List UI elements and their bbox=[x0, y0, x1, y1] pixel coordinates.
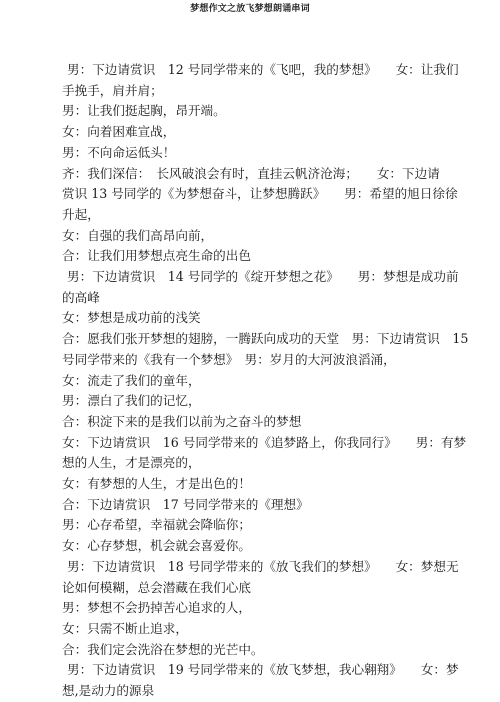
text-line: 合：让我们用梦想点亮生命的出色 bbox=[62, 248, 251, 264]
text-line: 女：下边请赏识 16 号同学带来的《追梦路上，你我同行》 男：有梦 bbox=[62, 434, 467, 450]
text-line: 女：自强的我们高昂向前， bbox=[62, 227, 214, 243]
text-line: 齐：我们深信： 长风破浪会有时，直挂云帆济沧海； 女：下边请 bbox=[62, 165, 440, 181]
text-line: 男：下边请赏识 14 号同学的《绽开梦想之花》 男：梦想是成功前 bbox=[67, 269, 459, 285]
text-line: 合：我们定会洗浴在梦想的光芒中。 bbox=[62, 641, 264, 657]
text-line: 男：下边请赏识 19 号同学带来的《放飞梦想，我心翱翔》 女：梦 bbox=[67, 662, 459, 678]
text-line: 女：梦想是成功前的浅笑 bbox=[62, 310, 201, 326]
text-line: 女：有梦想的人生，才是出色的！ bbox=[62, 476, 251, 492]
text-line: 赏识 13 号同学的《为梦想奋斗，让梦想腾跃》 男：希望的旭日徐徐 bbox=[62, 186, 458, 202]
text-line: 升起， bbox=[62, 206, 100, 222]
text-line: 论如何模糊，总会潜藏在我们心底 bbox=[62, 579, 251, 595]
text-line: 号同学带来的《我有一个梦想》 男：岁月的大河波浪滔涌， bbox=[62, 351, 396, 367]
text-line: 男：心存希望，幸福就会降临你； bbox=[62, 517, 251, 533]
text-line: 男：下边请赏识 12 号同学带来的《飞吧，我的梦想》 女：让我们 bbox=[67, 62, 459, 77]
text-line: 女：只需不断止追求， bbox=[62, 620, 188, 636]
text-line: 的高峰 bbox=[62, 289, 100, 305]
text-line: 男：不向命运低头！ bbox=[62, 144, 176, 160]
text-line: 女：向着困难宣战， bbox=[62, 124, 176, 140]
text-line: 手挽手，肩并肩； bbox=[62, 82, 163, 98]
page-header: 梦想作文之放飞梦想朗诵串词 bbox=[190, 4, 310, 14]
text-line: 女：心存梦想，机会就会喜爱你。 bbox=[62, 538, 251, 554]
text-line: 男：下边请赏识 18 号同学带来的《放飞我们的梦想》 女：梦想无 bbox=[67, 558, 459, 574]
text-line: 女：流走了我们的童年， bbox=[62, 372, 201, 388]
text-line: 想,是动力的源泉 bbox=[62, 683, 155, 699]
text-line: 男：让我们挺起胸，昂开端。 bbox=[62, 103, 226, 119]
text-line: 男：漂白了我们的记忆， bbox=[62, 393, 201, 409]
text-line: 男：梦想不会扔掉苦心追求的人， bbox=[62, 600, 251, 616]
text-line: 合：下边请赏识 17 号同学带来的《理想》 bbox=[62, 496, 309, 512]
text-line: 合：积淀下来的是我们以前为之奋斗的梦想 bbox=[62, 413, 302, 429]
text-line: 想的人生，才是漂亮的， bbox=[62, 455, 201, 471]
document-body bbox=[62, 60, 469, 702]
text-line: 合：愿我们张开梦想的翅膀，一腾跃向成功的天堂 男：下边请赏识 15 bbox=[62, 331, 469, 347]
